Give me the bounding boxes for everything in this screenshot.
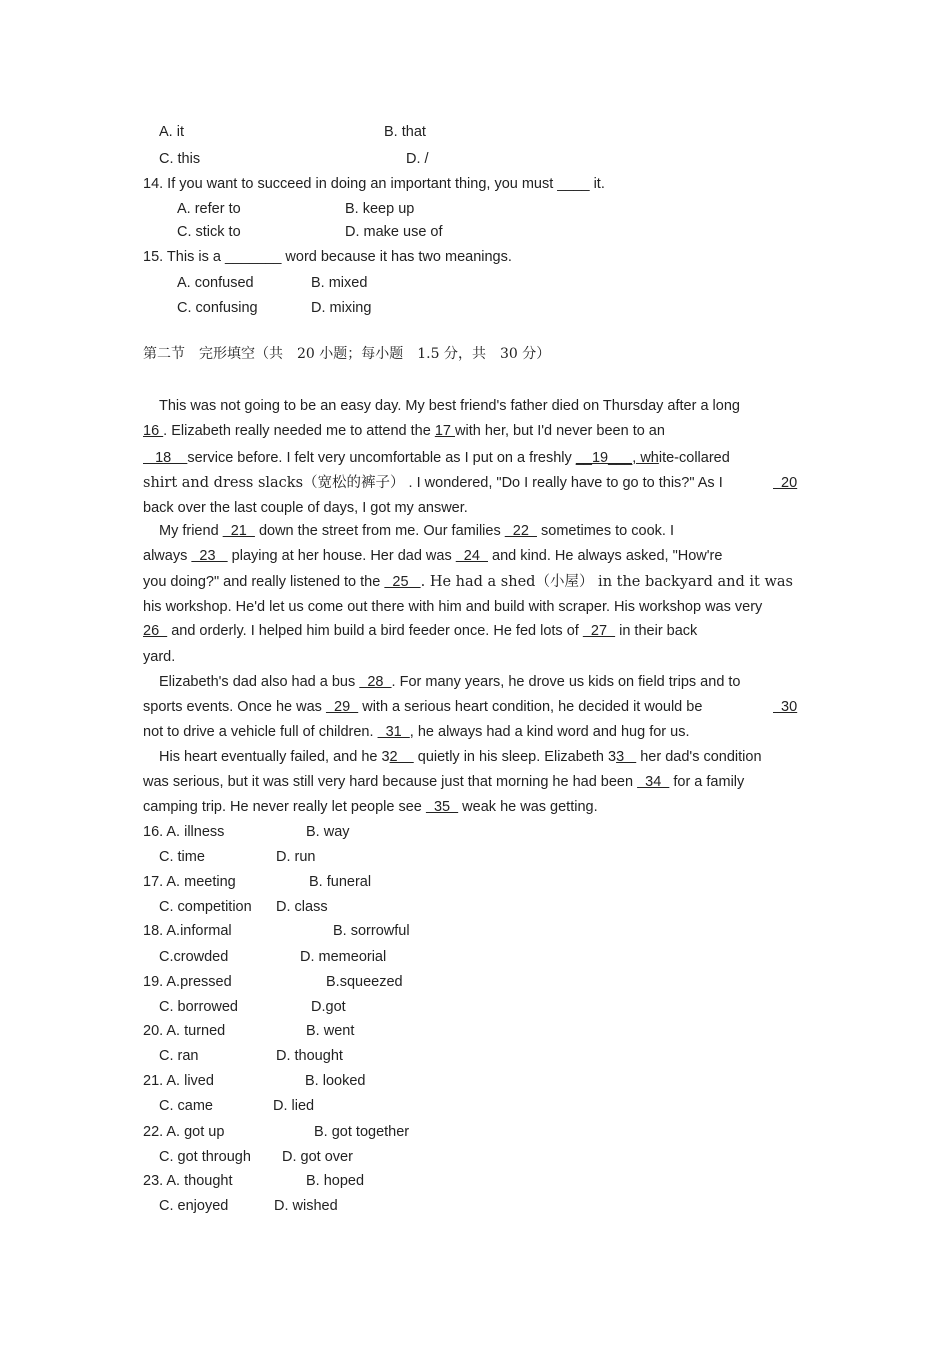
q14-option-d: D. make use of xyxy=(345,224,443,240)
blank-28: 28 xyxy=(359,674,392,690)
blank-24: 24 xyxy=(455,548,488,564)
cloze-option-18a: 18. A.informal xyxy=(143,923,232,939)
blank-29: 29 xyxy=(325,699,359,715)
passage-line: sports events. Once he was 29 with a serious heart condition, he decided it would be xyxy=(143,699,703,715)
blank-20: 20 xyxy=(773,475,798,491)
passage-line: His heart eventually failed, and he 32 quietly in his sleep. Elizabeth 33 her dad's condition xyxy=(159,749,762,765)
cloze-option-22d: D. got over xyxy=(282,1149,353,1165)
q15-option-d: D. mixing xyxy=(311,300,372,316)
passage-line: back over the last couple of days, I got my answer. xyxy=(143,500,468,516)
cloze-option-16a: 16. A. illness xyxy=(143,824,225,840)
blank-35: 35 xyxy=(425,799,459,815)
cloze-option-22c: C. got through xyxy=(159,1149,251,1165)
passage-line: his workshop. He'd let us come out there with him and build with scraper. His workshop was very xyxy=(143,599,763,615)
q14-option-c: C. stick to xyxy=(177,224,241,240)
cloze-option-23b: B. hoped xyxy=(306,1173,365,1189)
cloze-option-20c: C. ran xyxy=(159,1048,199,1064)
q14-stem: 14. If you want to succeed in doing an important thing, you must ____ it. xyxy=(143,176,605,192)
blank-34: 34 xyxy=(637,774,670,790)
cloze-option-23c: C. enjoyed xyxy=(159,1198,229,1214)
passage-line: Elizabeth's dad also had a bus 28 . For many years, he drove us kids on field trips and to xyxy=(159,674,741,690)
cloze-option-19d: D.got xyxy=(311,999,346,1015)
cloze-option-22a: 22. A. got up xyxy=(143,1124,225,1140)
cloze-option-20a: 20. A. turned xyxy=(143,1023,226,1039)
cloze-option-17d: D. class xyxy=(276,899,328,915)
blank-17: 17 xyxy=(434,423,455,439)
blank-26: 26 xyxy=(143,623,168,639)
q14-option-b: B. keep up xyxy=(345,201,415,217)
blank-25: 25 xyxy=(384,574,421,590)
passage-line: 18 service before. I felt very uncomfortable as I put on a freshly __19___, white-collared xyxy=(143,450,730,466)
q14-option-a: A. refer to xyxy=(177,201,241,217)
cloze-option-18c: C.crowded xyxy=(159,949,229,965)
cloze-option-19b: B.squeezed xyxy=(326,974,403,990)
cloze-option-20d: D. thought xyxy=(276,1048,343,1064)
blank-30: 30 xyxy=(773,699,798,715)
cloze-option-18b: B. sorrowful xyxy=(333,923,410,939)
q13-option-b: B. that xyxy=(384,124,426,140)
blank-21: 21 xyxy=(222,523,255,539)
cloze-option-20b: B. went xyxy=(306,1023,355,1039)
cloze-option-22b: B. got together xyxy=(314,1124,410,1140)
q15-option-c: C. confusing xyxy=(177,300,258,316)
q15-option-b: B. mixed xyxy=(311,275,368,291)
q13-option-c: C. this xyxy=(159,151,201,167)
passage-line: was serious, but it was still very hard because just that morning he had been 34 for a family xyxy=(143,774,745,790)
passage-line: always 23 playing at her house. Her dad was 24 and kind. He always asked, "How're xyxy=(143,548,723,564)
cloze-option-16d: D. run xyxy=(276,849,316,865)
blank-33: 3 xyxy=(616,749,637,765)
blank-16: 16 xyxy=(143,423,164,439)
cloze-option-17c: C. competition xyxy=(159,899,252,915)
blank-22: 22 xyxy=(504,523,537,539)
passage-line: 26 and orderly. I helped him build a bird feeder once. He fed lots of 27 in their back xyxy=(143,623,698,639)
cloze-option-18d: D. memeorial xyxy=(300,949,387,965)
cloze-option-21b: B. looked xyxy=(305,1073,366,1089)
passage-line: shirt and dress slacks（宽松的裤子） . I wondered, "Do I really have to go to this?" As I xyxy=(143,475,723,491)
q15-option-a: A. confused xyxy=(177,275,254,291)
cloze-option-16b: B. way xyxy=(306,824,350,840)
section-title: 第二节 完形填空（共 20 小题；每小题 1.5 分，共 30 分） xyxy=(143,346,551,362)
blank-32: 2 xyxy=(389,749,414,765)
passage-line: not to drive a vehicle full of children. 31 , he always had a kind word and hug for us. xyxy=(143,724,690,740)
blank-27: 27 xyxy=(582,623,616,639)
cloze-option-17a: 17. A. meeting xyxy=(143,874,236,890)
cloze-option-21a: 21. A. lived xyxy=(143,1073,214,1089)
passage-line: My friend 21 down the street from me. Our families 22 sometimes to cook. I xyxy=(159,523,674,539)
cloze-option-23a: 23. A. thought xyxy=(143,1173,233,1189)
passage-line: you doing?" and really listened to the 25 . He had a shed（小屋） in the backyard and it was xyxy=(143,574,793,590)
blank-19: __19___, wh xyxy=(575,450,659,466)
passage-line: yard. xyxy=(143,649,176,665)
q13-option-d: D. / xyxy=(406,151,429,167)
blank-18: 18 xyxy=(143,450,188,466)
blank-23: 23 xyxy=(191,548,228,564)
cloze-option-23d: D. wished xyxy=(274,1198,338,1214)
cloze-option-19c: C. borrowed xyxy=(159,999,238,1015)
q13-option-a: A. it xyxy=(159,124,184,140)
q15-stem: 15. This is a _______ word because it has two meanings. xyxy=(143,249,512,265)
blank-31: 31 xyxy=(377,724,410,740)
passage-line: 16 . Elizabeth really needed me to attend the 17 with her, but I'd never been to an xyxy=(143,423,665,439)
passage-line: This was not going to be an easy day. My best friend's father died on Thursday after a long xyxy=(159,398,740,414)
cloze-option-19a: 19. A.pressed xyxy=(143,974,232,990)
cloze-option-17b: B. funeral xyxy=(309,874,372,890)
cloze-option-16c: C. time xyxy=(159,849,205,865)
cloze-option-21d: D. lied xyxy=(273,1098,315,1114)
passage-line: camping trip. He never really let people see 35 weak he was getting. xyxy=(143,799,598,815)
cloze-option-21c: C. came xyxy=(159,1098,213,1114)
